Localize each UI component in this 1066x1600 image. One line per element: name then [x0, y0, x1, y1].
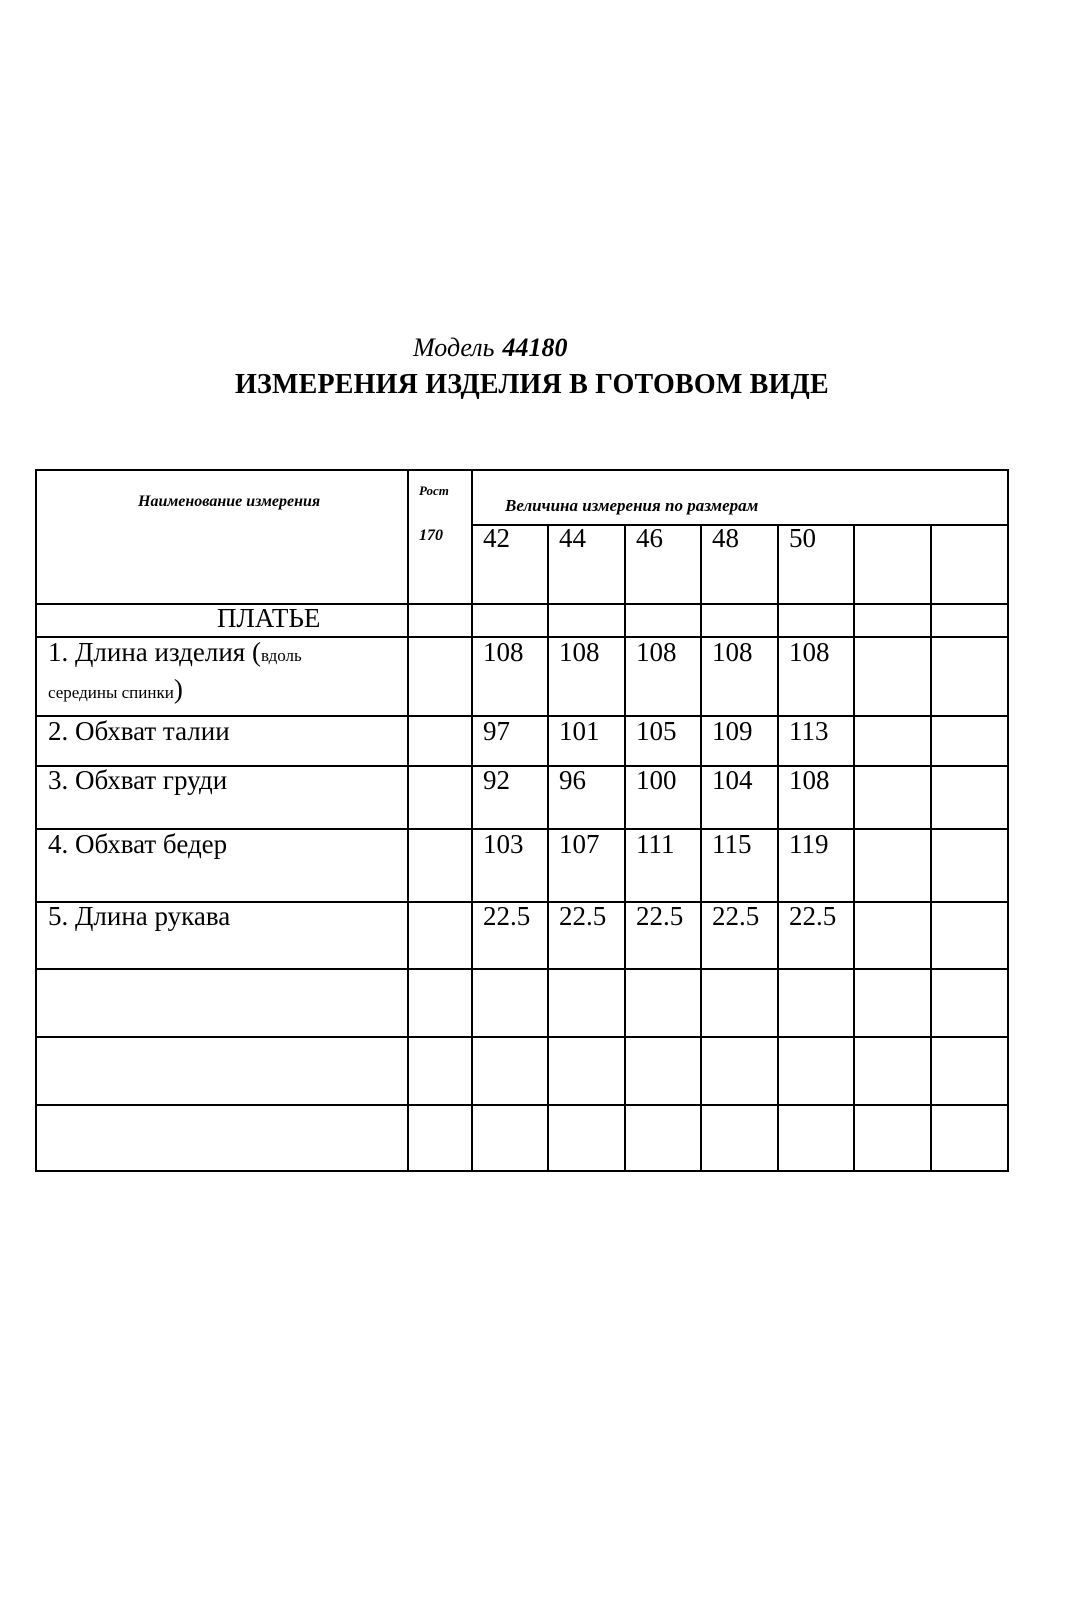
- column-divider: [471, 469, 473, 1172]
- row-label-paren-close: ): [173, 674, 183, 704]
- column-divider: [777, 524, 779, 1172]
- measurement-value: 119: [789, 829, 829, 859]
- row-label: 5. Длина рукава: [48, 901, 231, 931]
- column-divider: [407, 469, 409, 1172]
- row-label-paren-open: (: [251, 637, 261, 667]
- measurement-value: 108: [636, 637, 677, 667]
- row-label-note: вдоль: [260, 646, 302, 665]
- height-value: 170: [419, 527, 443, 544]
- measurement-value: 22.5: [712, 901, 760, 931]
- measurement-value: 22.5: [483, 901, 531, 931]
- row-label-note-text: середины спинки: [48, 683, 174, 702]
- table-border-bottom: [35, 1170, 1009, 1172]
- sizes-header-divider: [471, 524, 1009, 526]
- measurement-value: 107: [559, 829, 600, 859]
- size-label: 46: [636, 523, 663, 553]
- measurement-value: 108: [559, 637, 600, 667]
- row-label: 4. Обхват бедер: [48, 829, 228, 859]
- row-label: 2. Обхват талии: [48, 716, 230, 746]
- column-divider: [624, 524, 626, 1172]
- measurement-value: 105: [636, 716, 677, 746]
- measurements-table: [35, 469, 1009, 1172]
- measurement-value: 108: [483, 637, 524, 667]
- size-label: 42: [483, 523, 510, 553]
- measurement-value: 113: [789, 716, 829, 746]
- row-label: 3. Обхват груди: [48, 765, 228, 795]
- measurement-value: 104: [712, 765, 753, 795]
- measurement-value: 22.5: [559, 901, 607, 931]
- measurement-value: 108: [712, 637, 753, 667]
- measurement-value: 100: [636, 765, 677, 795]
- column-divider: [547, 524, 549, 1172]
- height-header: Рост: [419, 483, 449, 498]
- row-divider: [35, 1036, 1009, 1038]
- measurement-value: 92: [483, 765, 510, 795]
- table-border-top: [35, 469, 1009, 471]
- measurement-value: 96: [559, 765, 586, 795]
- size-label: 48: [712, 523, 739, 553]
- measurement-value: 108: [789, 637, 830, 667]
- measurement-value: 103: [483, 829, 524, 859]
- size-label: 50: [789, 523, 816, 553]
- measurement-value: 101: [559, 716, 600, 746]
- measurement-value: 97: [483, 716, 510, 746]
- column-divider: [853, 524, 855, 1172]
- section-title: ПЛАТЬЕ: [217, 603, 321, 633]
- measurement-value: 22.5: [789, 901, 837, 931]
- measurement-value: 109: [712, 716, 753, 746]
- measurement-value: 22.5: [636, 901, 684, 931]
- measurement-value: 108: [789, 765, 830, 795]
- measurement-name-header: Наименование измерения: [138, 493, 321, 510]
- column-divider: [930, 524, 932, 1172]
- model-line: [413, 333, 567, 363]
- header-bottom-line: [35, 603, 1009, 605]
- row-divider: [35, 1104, 1009, 1106]
- row-label-main: 1. Длина изделия: [48, 637, 252, 667]
- row-divider: [35, 968, 1009, 970]
- document-title: ИЗМЕРЕНИЯ ИЗДЕЛИЯ В ГОТОВОМ ВИДЕ: [235, 369, 829, 400]
- sizes-header: Величина измерения по размерам: [505, 496, 759, 515]
- row-label-note-continued: [48, 674, 183, 705]
- table-border-right: [1007, 469, 1009, 1172]
- column-divider: [700, 524, 702, 1172]
- model-label: Модель: [413, 333, 495, 362]
- size-label: 44: [559, 523, 586, 553]
- row-label: [48, 637, 302, 668]
- model-number: 44180: [502, 333, 568, 362]
- measurement-value: 115: [712, 829, 752, 859]
- table-border-left: [35, 469, 37, 1172]
- measurement-value: 111: [636, 829, 675, 859]
